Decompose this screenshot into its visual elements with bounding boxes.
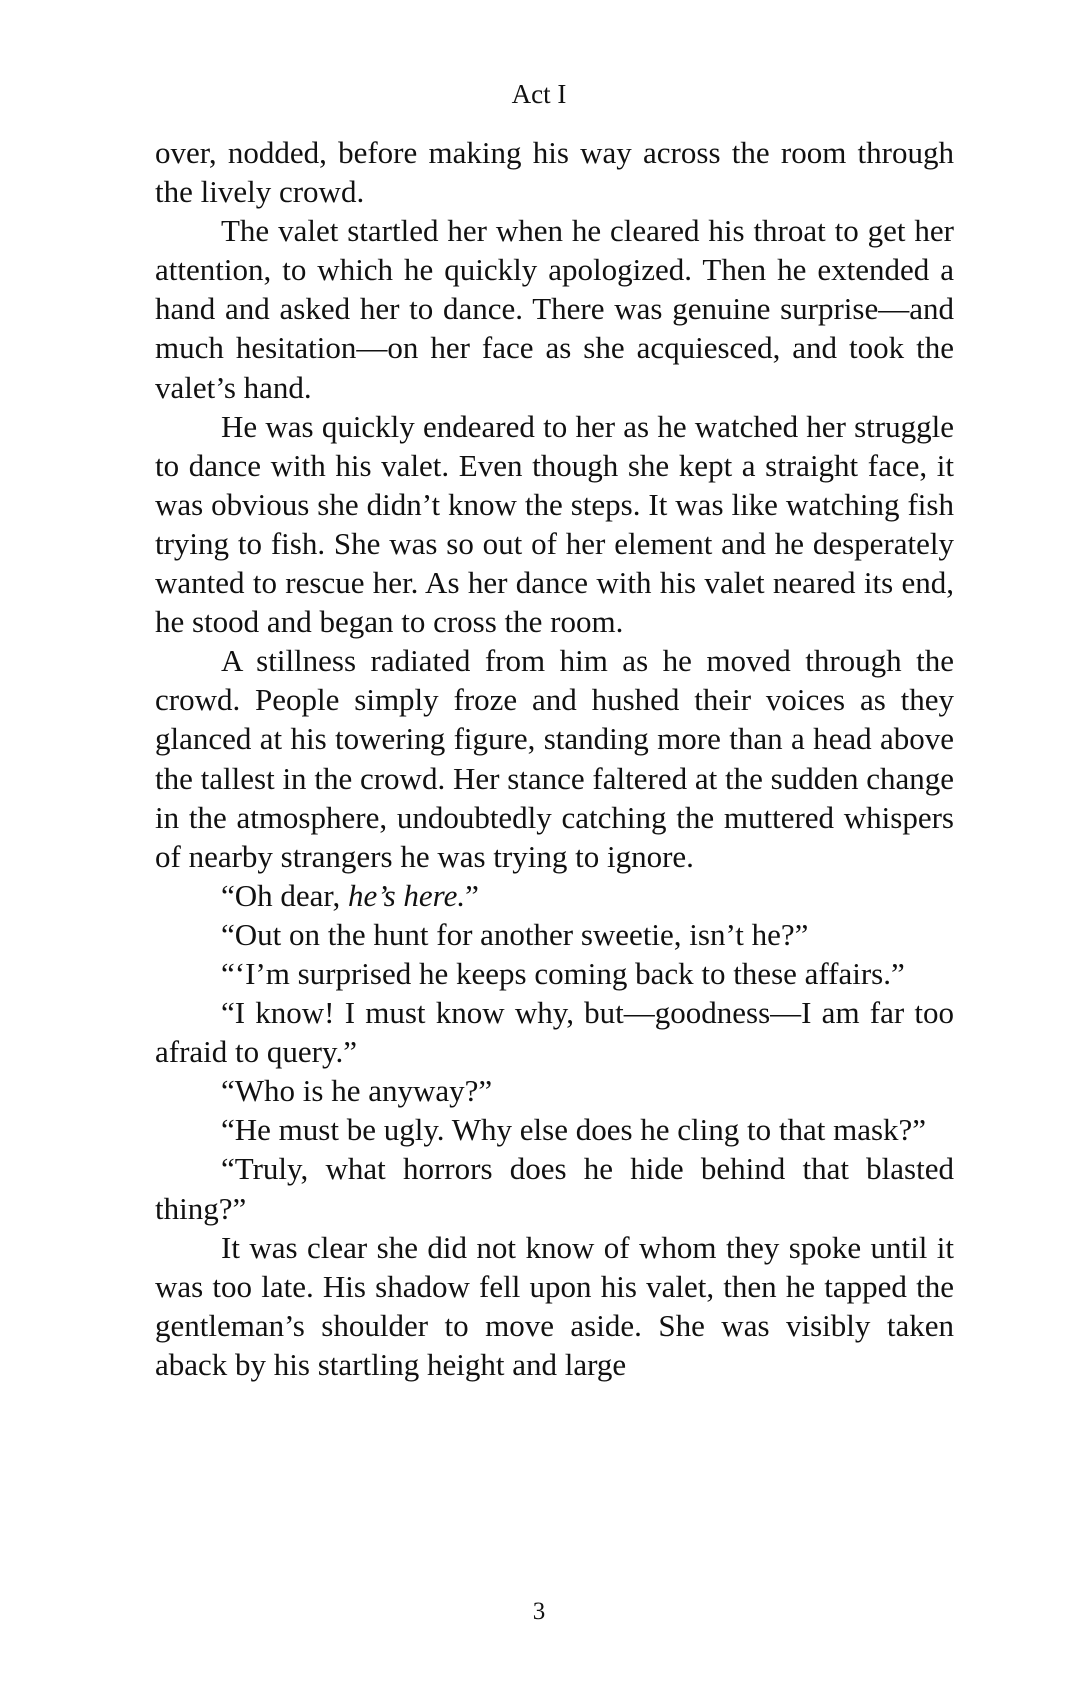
dialogue-paragraph: “Truly, what horrors does he hide behind that blasted thing?” [155, 1151, 954, 1226]
page-number: 3 [532, 1598, 546, 1625]
paragraph: He was quickly endeared to her as he watched her struggle to dance with his valet. Even though she kept a straight face, it was obvious she didn’t know the steps. It was like watching fish trying to fish. She was so out of her element and he desperately wanted to rescue her. As her dance with his valet neared its end, he stood and began to cross the room. [155, 408, 954, 640]
paragraph: A stillness radiated from him as he moved through the crowd. People simply froze and hushed their voices as they glanced at his towering figure, standing more than a head above the tallest in the crowd. Her stance faltered at the sudden change in the atmosphere, undoubtedly catching the muttered whispers of nearby strangers he was trying to ignore. [155, 643, 954, 874]
body-text [155, 133, 954, 1384]
dialogue-paragraph [155, 876, 954, 915]
paragraph: It was clear she did not know of whom they spoke until it was too late. His shadow fell upon his valet, then he tapped the gentleman’s shoulder to move aside. She was visibly taken aback by his startling height and large [155, 1229, 954, 1382]
dialogue-paragraph: “Who is he anyway?” [221, 1073, 493, 1109]
dialogue-text: ” [465, 877, 479, 913]
dialogue-paragraph: “I know! I must know why, but—goodness—I am far too afraid to query.” [155, 995, 954, 1070]
dialogue-paragraph: “He must be ugly. Why else does he cling to that mask?” [221, 1112, 927, 1148]
running-head: Act I [511, 79, 567, 109]
italic-emphasis: he’s here. [348, 877, 466, 913]
paragraph: over, nodded, before making his way across the room through the lively crowd. [155, 135, 954, 210]
dialogue-paragraph: “‘I’m surprised he keeps coming back to these affairs.” [221, 955, 905, 991]
dialogue-paragraph: “Out on the hunt for another sweetie, isn’t he?” [221, 916, 809, 952]
dialogue-text: “Oh dear, [221, 877, 348, 913]
paragraph: The valet startled her when he cleared his throat to get her attention, to which he quickly apologized. Then he extended a hand and asked her to dance. There was genuine surprise—and much hesitation—on her face as she acquiesced, and took the valet’s hand. [155, 213, 954, 405]
